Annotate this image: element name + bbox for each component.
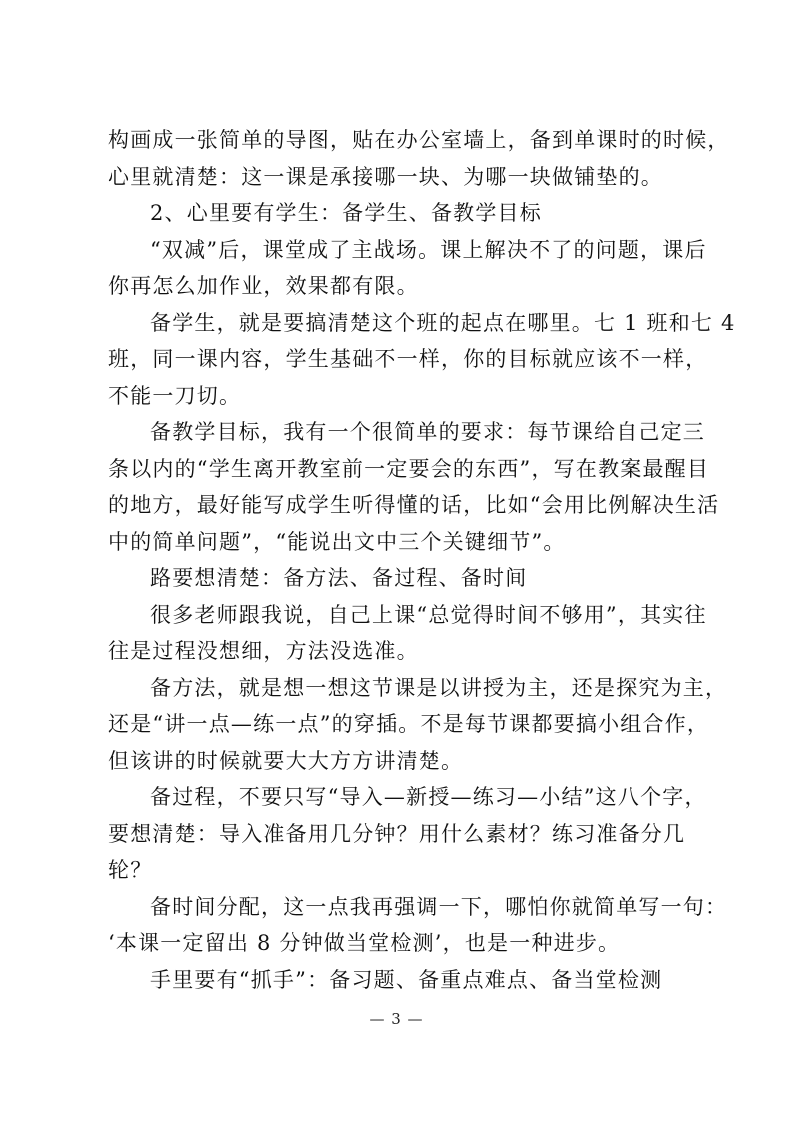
text-line: 备过程，不要只写“导入—新授—练习—小结”这八个字， [150,785,707,809]
text-line: “双减”后，课堂成了主战场。课上解决不了的问题，课后 [150,238,707,262]
text-line: 不能一刀切。 [108,384,242,408]
text-line: 的地方，最好能写成学生听得懂的话，比如“会用比例解决生活 [108,493,720,517]
text-line: 往是过程没想细，方法没选准。 [108,639,419,663]
text-line: 备时间分配，这一点我再强调一下，哪怕你就简单写一句： [150,895,728,919]
text-line: 要想清楚：导入准备用几分钟？用什么素材？练习准备分几 [108,822,686,846]
text-line: 备教学目标，我有一个很简单的要求：每节课给自己定三 [150,420,705,444]
text-line: 你再怎么加作业，效果都有限。 [108,274,419,298]
text-line: 中的简单问题”，“能说出文中三个关键细节”。 [108,530,566,554]
text-line: 轮？ [108,858,153,882]
section-heading: 手里要有“抓手”：备习题、备重点难点、备当堂检测 [150,968,663,992]
page-number: — 3 — [369,1010,424,1028]
text-line: 备方法，就是想一想这节课是以讲授为主，还是探究为主， [150,676,728,700]
section-heading: 路要想清楚：备方法、备过程、备时间 [150,566,528,590]
text-line: 但该讲的时候就要大大方方讲清楚。 [108,749,464,773]
text-line: 构画成一张简单的导图，贴在办公室墙上，备到单课时的时候， [108,128,730,152]
text-line: 班，同一课内容，学生基础不一样，你的目标就应该不一样， [108,347,708,371]
text-line: ‘本课一定留出 8 分钟做当堂检测’，也是一种进步。 [108,931,621,955]
text-line: 备学生，就是要搞清楚这个班的起点在哪里。七 1 班和七 4 [150,311,736,335]
text-line: 心里就清楚：这一课是承接哪一块、为哪一块做铺垫的。 [108,165,663,189]
text-line: 还是“讲一点—练一点”的穿插。不是每节课都要搞小组合作， [108,712,710,736]
section-heading: 2、心里要有学生：备学生、备教学目标 [150,201,542,225]
text-line: 很多老师跟我说，自己上课“总觉得时间不够用”，其实往 [150,603,707,627]
text-line: 条以内的“学生离开教室前一定要会的东西”，写在教案最醒目 [108,457,710,481]
